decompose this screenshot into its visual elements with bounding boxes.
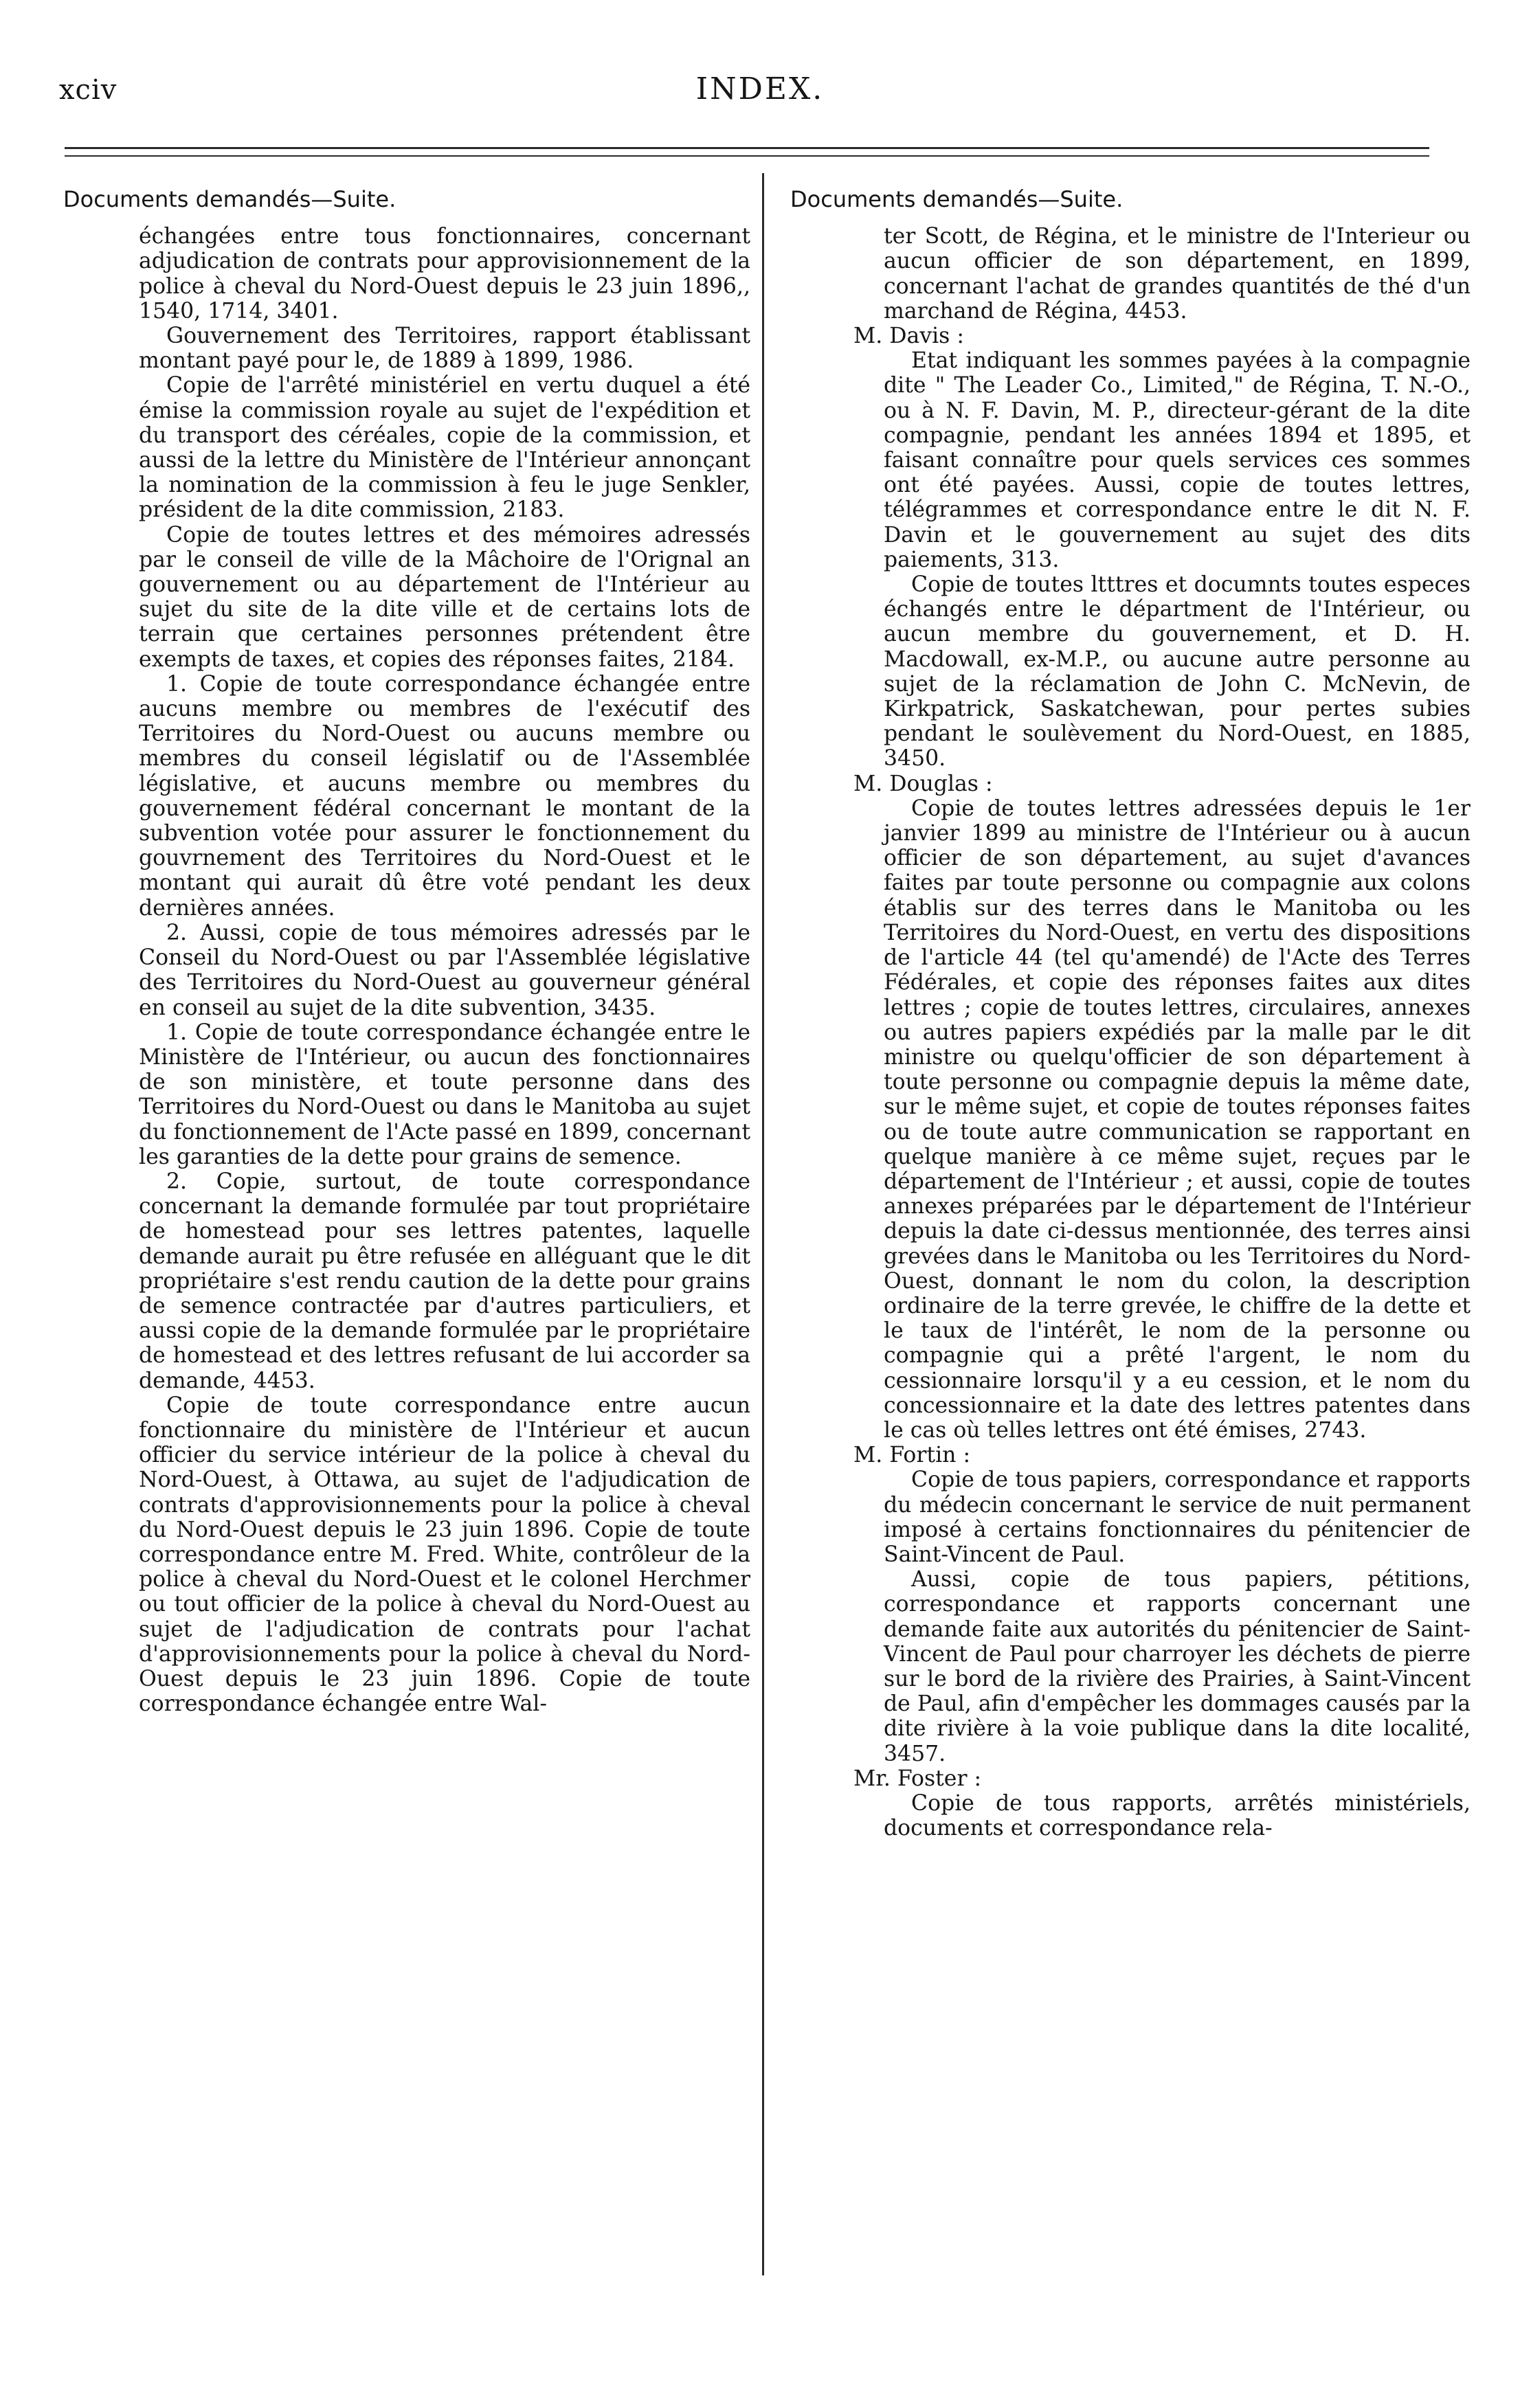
right-column-header: Documents demandés—Suite. [790,186,1124,212]
left-entry-8: Copie de toute correspondance entre aucun fonctionnaire du ministère de l'Intérieur et aucun officier du service intérieur de la police à cheval du Nord-Ouest, à Ottawa, au sujet de l'adjudication de contrats d'approvisionnements pour la police à cheval du Nord-Ouest depuis le 23 juin 1896. Copie de toute correspondance entre M. Fred. White, contrôleur de la police à cheval du Nord-Ouest et le colonel Herchmer ou tout officier de la police à cheval du Nord-Ouest au sujet de l'adjudication de contrats pour l'achat d'approvisionnements pour la police à cheval du Nord-Ouest depuis le 23 juin 1896. Copie de toute correspondance échangée entre Wal- [139,1393,750,1717]
left-entry-4: 1. Copie de toute correspondance échangée entre aucuns membre ou membres de l'exécutif des Territoires du Nord-Ouest ou aucuns membre ou membres du conseil législatif ou de l'Assemblée législative, et aucuns membre ou membres du gouvernement fédéral concernant le montant de la subvention votée pour assurer le fonctionnement du gouvrnement des Territoires du Nord-Ouest et le montant qui aurait dû être voté pendant les deux dernières années. [139,671,750,921]
foster-entry-0: Copie de tous rapports, arrêtés ministériels, documents et correspondance rela- [884,1791,1471,1841]
person-heading-fortin: M. Fortin : [853,1443,971,1468]
page-title: INDEX. [695,71,825,106]
person-heading-douglas: M. Douglas : [853,771,993,796]
douglas-entry-0: Copie de toutes lettres adressées depuis le 1er janvier 1899 au ministre de l'Intérieur ou à aucun officier de son département, au sujet d'avances faites par toute personne ou compagnie aux colons établis sur des terres dans le Manitoba ou les Territoires du Nord-Ouest, en vertu des dispositions de l'article 44 (tel qu'amendé) de l'Acte des Terres Fédérales, et copie des réponses faites aux dites lettres ; copie de toutes lettres, circulaires, annexes ou autres papiers expédiés par la malle par le dit ministre ou quelqu'officier de son département à toute personne ou compagnie depuis la même date, sur le même sujet, et copie de toutes réponses faites ou de toute autre communication se rapportant en quelque manière à ce même sujet, reçues par le département de l'Intérieur ; et aussi, copie de toutes annexes préparées par le département de l'Intérieur depuis la date ci-dessus mentionnée, des terres ainsi grevées dans le Manitoba ou les Territoires du Nord-Ouest, donnant le nom du colon, la description ordinaire de la terre grevée, le chiffre de la dette et le taux de l'intérêt, le nom de la personne ou compagnie qui a prêté l'argent, le nom du cessionnaire lorsqu'il y a eu cession, et le nom du concessionnaire et la date des lettres patentes dans le cas où telles lettres ont été émises, 2743. [884,796,1471,1443]
fortin-entry-0: Copie de tous papiers, correspondance et rapports du médecin concernant le service de nuit permanent imposé à certains fonctionnaires du pénitencier de Saint-Vincent de Paul. [884,1467,1471,1567]
left-entry-2: Copie de l'arrêté ministériel en vertu duquel a été émise la commission royale au sujet de l'expédition et du transport des céréales, copie de la commission, et aussi de la lettre du Ministère de l'Intérieur annonçant la nomination de la commission à feu le juge Senkler, président de la dite commission, 2183. [139,373,750,523]
right-column [790,187,1471,1841]
person-heading-foster: Mr. Foster : [853,1766,982,1791]
right-continuation: ter Scott, de Régina, et le ministre de l'Interieur ou aucun officier de son département, en 1899, concernant l'achat de grandes quantités de thé d'un marchand de Régina, 4453. [884,224,1471,324]
left-entry-6: 1. Copie de toute correspondance échangée entre le Ministère de l'Intérieur, ou aucun des fonctionnaires de son ministère, et toute personne dans des Territoires du Nord-Ouest ou dans le Manitoba au sujet du fonctionnement de l'Acte passé en 1899, concernant les garanties de la dette pour grains de semence. [139,1020,750,1169]
fortin-entry-1: Aussi, copie de tous papiers, pétitions, correspondance et rapports concernant une demande faite aux autorités du pénitencier de Saint-Vincent de Paul pour charroyer les déchets de pierre sur le bord de la rivière des Prairies, à Saint-Vincent de Paul, afin d'empêcher les dommages causés par la dite rivière à la voie publique dans la dite localité, 3457. [884,1567,1471,1766]
page-number: xciv [59,74,118,106]
person-heading-davis: M. Davis : [853,324,964,349]
left-entry-1: Gouvernement des Territoires, rapport établissant montant payé pour le, de 1889 à 1899, 1986. [139,324,750,374]
left-entry-7: 2. Copie, surtout, de toute correspondance concernant la demande formulée par tout propriétaire de homestead pour ses lettres patentes, laquelle demande aurait pu être refusée en alléguant que le dit propriétaire s'est rendu caution de la dette pour grains de semence contractée par d'autres particuliers, et aussi copie de la demande formulée par le propriétaire de homestead et des lettres refusant de lui accorder sa demande, 4453. [139,1169,750,1393]
left-column [63,187,750,1716]
left-entry-5: 2. Aussi, copie de tous mémoires adressés par le Conseil du Nord-Ouest ou par l'Assemblée législative des Territoires du Nord-Ouest au gouverneur général en conseil au sujet de la dite subvention, 3435. [139,920,750,1020]
column-divider [762,173,764,2275]
left-entry-0: échangées entre tous fonctionnaires, concernant adjudication de contrats pour approvisionnement de la police à cheval du Nord-Ouest depuis le 23 juin 1896,, 1540, 1714, 3401. [139,224,750,324]
left-entry-3: Copie de toutes lettres et des mémoires adressés par le conseil de ville de la Mâchoire de l'Orignal an gouvernement ou au département de l'Intérieur au sujet du site de la dite ville et de certains lots de terrain que certaines personnes prétendent être exempts de taxes, et copies des réponses faites, 2184. [139,522,750,672]
davis-entry-0: Etat indiquant les sommes payées à la compagnie dite " The Leader Co., Limited," de Régina, T. N.-O., ou à N. F. Davin, M. P., directeur-gérant de la dite compagnie, pendant les années 1894 et 1895, et faisant connaître pour quels services ces sommes ont été payées. Aussi, copie de toutes lettres, télégrammes et correspondance entre le dit N. F. Davin et le gouvernement au sujet des dits paiements, 313. [884,348,1471,572]
davis-entry-1: Copie de toutes ltttres et documnts toutes especes échangés entre le départment de l'Intérieur, ou aucun membre du gouvernement, et D. H. Macdowall, ex-M.P., ou aucune autre personne au sujet de la réclamation de John C. McNevin, de Kirkpatrick, Saskatchewan, pour pertes subies pendant le soulèvement du Nord-Ouest, en 1885, 3450. [884,572,1471,772]
header-rule-thin [65,155,1429,157]
header-rule [65,147,1429,149]
left-column-header: Documents demandés—Suite. [63,186,396,212]
